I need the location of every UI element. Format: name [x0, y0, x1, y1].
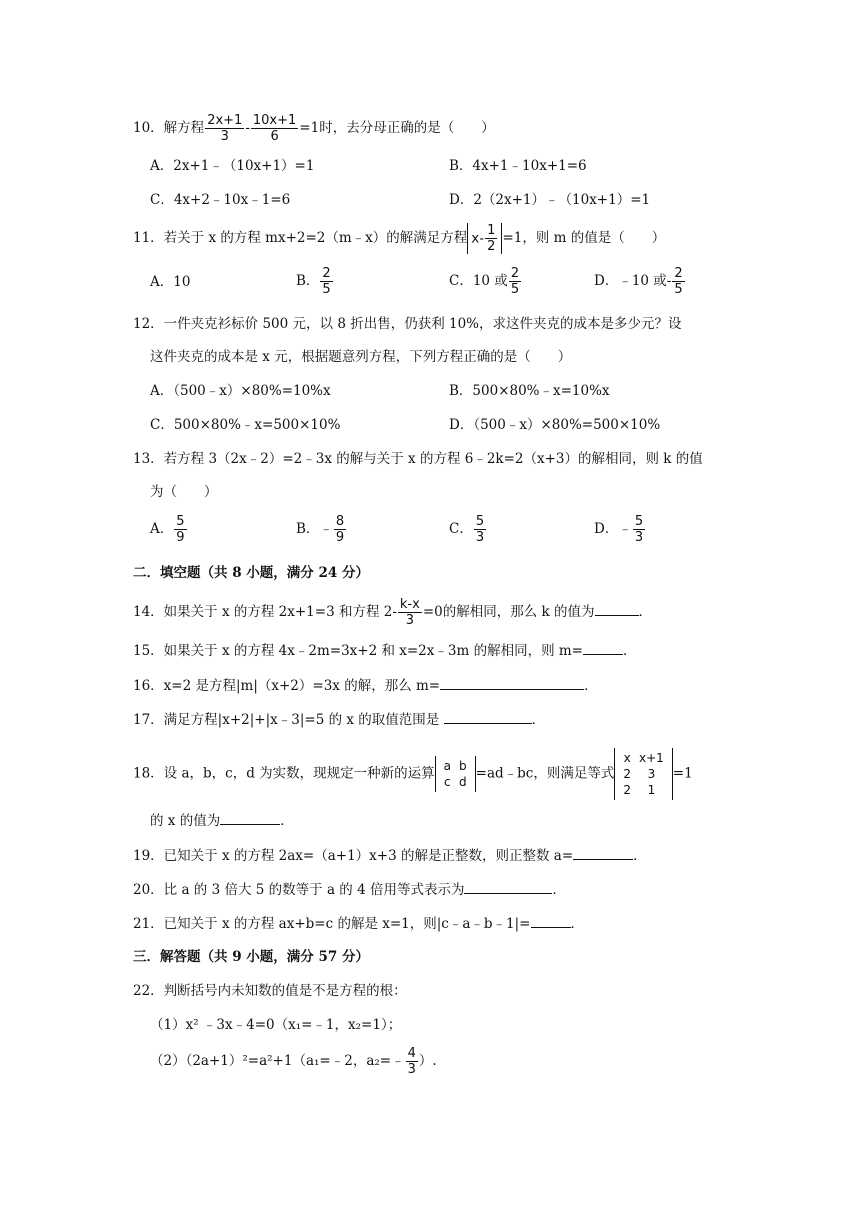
question-20: 20．比 a 的 3 倍大 5 的数等于 a 的 4 倍用等式表示为 ． — [133, 879, 566, 900]
question-18-line-2: 的 x 的值为 ． — [150, 810, 294, 831]
question-21: 21．已知关于 x 的方程 ax+b=c 的解是 x=1，则|c﹣a﹣b﹣1|= ． — [133, 913, 584, 934]
q11-option-b: B． $\frac{2}{5}$ — [296, 266, 331, 297]
q10-stem: 10．解方程 — [133, 120, 205, 136]
question-17: 17．满足方程|x+2|+|x﹣3|=5 的 x 的取值范围是 ． — [133, 709, 545, 730]
q18-determinant-definition: a b c d — [435, 756, 476, 792]
q12-option-d: D．（500﹣x）×80%=500×10% — [449, 417, 661, 433]
question-12-line-2: 这件夹克的成本是 x 元，根据题意列方程，下列方程正确的是（ ） — [150, 349, 572, 365]
q13-option-d: D．﹣ $\frac{5}{3}$ — [594, 514, 644, 545]
q11-option-d: D．﹣10 或- $\frac{2}{5}$ — [594, 266, 683, 297]
question-13-line-2: 为（ ） — [150, 484, 218, 500]
q20-answer-blank[interactable] — [464, 879, 552, 894]
question-18: 18．设 a，b，c，d 为实数，现规定一种新的运算 a b c d =ad﹣bc，则满足等式 x x+1 2 3 2 1 =1 — [133, 748, 693, 800]
q18-determinant-equation: x x+1 2 3 2 1 — [614, 748, 672, 800]
q17-answer-blank[interactable] — [444, 709, 532, 724]
q13-option-a: A． $\frac{5}{9}$ — [150, 514, 185, 545]
q19-answer-blank[interactable] — [573, 845, 633, 860]
q10-option-c: C．4x+2﹣10x﹣1=6 — [150, 192, 291, 208]
q10-option-a: A．2x+1﹣（10x+1）=1 — [150, 158, 315, 174]
section-3-heading: 三．解答题（共 9 小题，满分 57 分） — [133, 949, 369, 965]
q21-answer-blank[interactable] — [531, 913, 571, 928]
question-14: 14．如果关于 x 的方程 2x+1=3 和方程 2- $\frac{k-x}{3}$ =0的解相同，那么 k 的值为 ． — [133, 597, 652, 628]
q16-answer-blank[interactable] — [440, 675, 584, 690]
q10-option-d: D．2（2x+1）﹣（10x+1）=1 — [449, 192, 651, 208]
q11-option-a: A．10 — [150, 274, 191, 290]
q11-option-c: C．10 或 $\frac{2}{5}$ — [449, 266, 520, 297]
question-11: 11．若关于 x 的方程 mx+2=2（m﹣x）的解满足方程 x- $\frac{1}{2}$ =1，则 m 的值是（ ） — [133, 223, 666, 254]
q10-fraction-1: $\frac{2x+1}{3}$ — [207, 113, 243, 144]
question-19: 19．已知关于 x 的方程 2ax=（a+1）x+3 的解是正整数，则正整数 a= ． — [133, 845, 647, 866]
question-15: 15．如果关于 x 的方程 4x﹣2m=3x+2 和 x=2x﹣3m 的解相同，则 m= ． — [133, 640, 636, 661]
q15-answer-blank[interactable] — [583, 640, 623, 655]
question-16: 16．x=2 是方程|m|（x+2）=3x 的解，那么 m= ． — [133, 675, 598, 696]
q22-part-2: （2）（2a+1）²=a²+1（a₁=﹣2，a₂=﹣ $\frac{4}{3}$ ）. — [150, 1046, 437, 1077]
q12-option-c: C．500×80%﹣x=500×10% — [150, 417, 341, 433]
q14-answer-blank[interactable] — [595, 601, 639, 616]
q10-option-b: B．4x+1﹣10x+1=6 — [449, 158, 587, 174]
q13-option-c: C． $\frac{5}{3}$ — [449, 514, 485, 545]
question-10: 10．解方程 $\frac{2x+1}{3}$ - $\frac{10x+1}{6}$ =1时，去分母正确的是（ ） — [133, 113, 495, 144]
q18-answer-blank[interactable] — [220, 810, 280, 825]
q12-option-b: B．500×80%﹣x=10%x — [449, 383, 610, 399]
q11-absolute-value: x- $\frac{1}{2}$ — [467, 223, 502, 254]
question-13-line-1: 13．若方程 3（2x﹣2）=2﹣3x 的解与关于 x 的方程 6﹣2k=2（x+3）的解相同，则 k 的值 — [133, 451, 703, 467]
q13-option-b: B．﹣ $\frac{8}{9}$ — [296, 514, 345, 545]
q22-part-1: （1）x² ﹣3x﹣4=0（x₁=﹣1，x₂=1）； — [150, 1017, 402, 1033]
q10-fraction-2: $\frac{10x+1}{6}$ — [252, 113, 297, 144]
q12-option-a: A．（500﹣x）×80%=10%x — [150, 383, 331, 399]
question-12-line-1: 12．一件夹克衫标价 500 元，以 8 折出售，仍获利 10%，求这件夹克的成本是多少元？设 — [133, 316, 682, 332]
section-2-heading: 二．填空题（共 8 小题，满分 24 分） — [133, 565, 369, 581]
question-22: 22．判断括号内未知数的值是不是方程的根： — [133, 983, 407, 999]
